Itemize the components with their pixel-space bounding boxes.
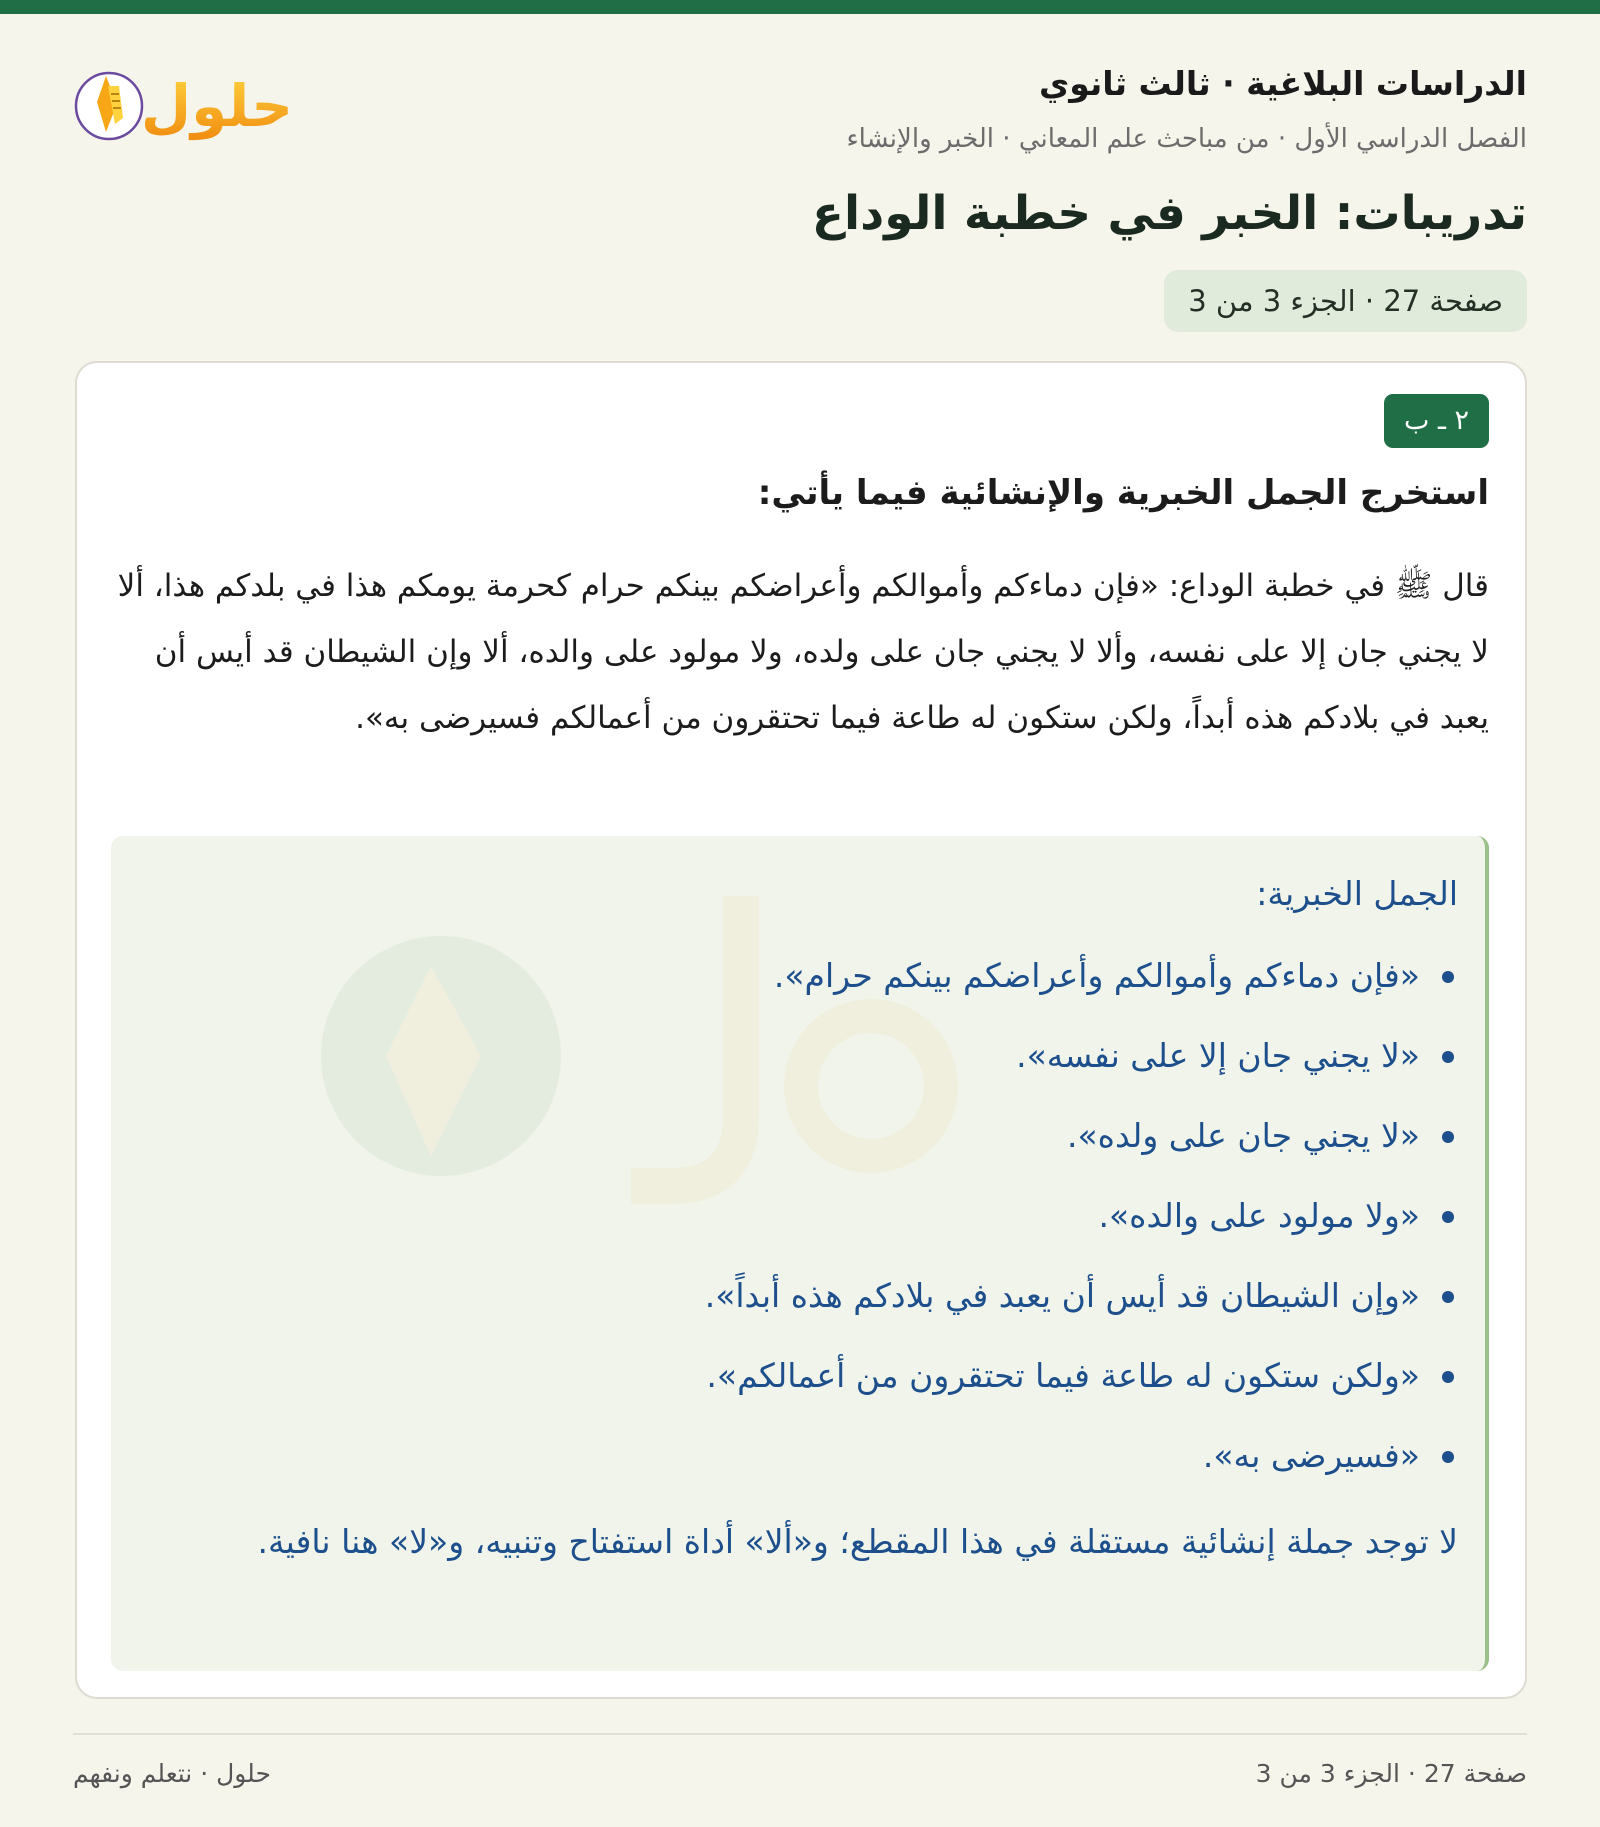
- passage-text: قال ﷺ في خطبة الوداع: «فإن دماءكم وأموالكم وأعراضكم بينكم حرام كحرمة يومكم هذا في بلدكم هذا، ألا لا يجني جان إلا على نفسه، وألا لا يجني جان على ولده، ولا مولود على والده، ألا وإن الشيطان قد أيس أن يعبد في بلادكم هذه أبداً، ولكن ستكون له طاعة فيما تحتقرون من أعمالكم فسيرضى به».: [117, 568, 1489, 736]
- hulul-logo[interactable]: [73, 56, 295, 156]
- book-icon: [76, 73, 142, 139]
- page-badge: صفحة 27 · الجزء 3 من 3: [1164, 270, 1527, 332]
- answer-item: «لا يجني جان إلا على نفسه».: [705, 1016, 1458, 1096]
- page-header: [73, 56, 1527, 166]
- logo-wordmark: حلول: [140, 72, 293, 140]
- answer-item: «لا يجني جان على ولده».: [705, 1096, 1458, 1176]
- footer-divider: [73, 1733, 1527, 1735]
- footer-page-info: صفحة 27 · الجزء 3 من 3: [1255, 1759, 1527, 1788]
- answer-item: «ولكن ستكون له طاعة فيما تحتقرون من أعمالكم».: [705, 1336, 1458, 1416]
- answer-item: «ولا مولود على والده».: [705, 1176, 1458, 1256]
- question-number-badge: ٢ ـ ب: [1384, 394, 1489, 448]
- exercise-card: [75, 361, 1527, 1699]
- answer-item: «وإن الشيطان قد أيس أن يعبد في بلادكم هذه أبداً».: [705, 1256, 1458, 1336]
- course-title: الدراسات البلاغية · ثالث ثانوي: [1038, 64, 1527, 103]
- answer-item: «فإن دماءكم وأموالكم وأعراضكم بينكم حرام».: [705, 936, 1458, 1016]
- answer-list: [705, 936, 1458, 1496]
- page-title: تدريبات: الخبر في خطبة الوداع: [811, 186, 1527, 241]
- question-text: استخرج الجمل الخبرية والإنشائية فيما يأتي:: [757, 473, 1489, 513]
- breadcrumb: الفصل الدراسي الأول · من مباحث علم المعاني · الخبر والإنشاء: [846, 124, 1527, 154]
- answer-item: «فسيرضى به».: [705, 1416, 1458, 1496]
- top-accent-bar: [0, 0, 1600, 14]
- answer-note: لا توجد جملة إنشائية مستقلة في هذا المقطع؛ و«ألا» أداة استفتاح وتنبيه، و«لا» هنا نافية.: [257, 1522, 1458, 1561]
- footer-brand[interactable]: حلول · نتعلم ونفهم: [73, 1759, 271, 1788]
- answer-heading: الجمل الخبرية:: [1256, 874, 1458, 913]
- answer-box: [111, 836, 1489, 1671]
